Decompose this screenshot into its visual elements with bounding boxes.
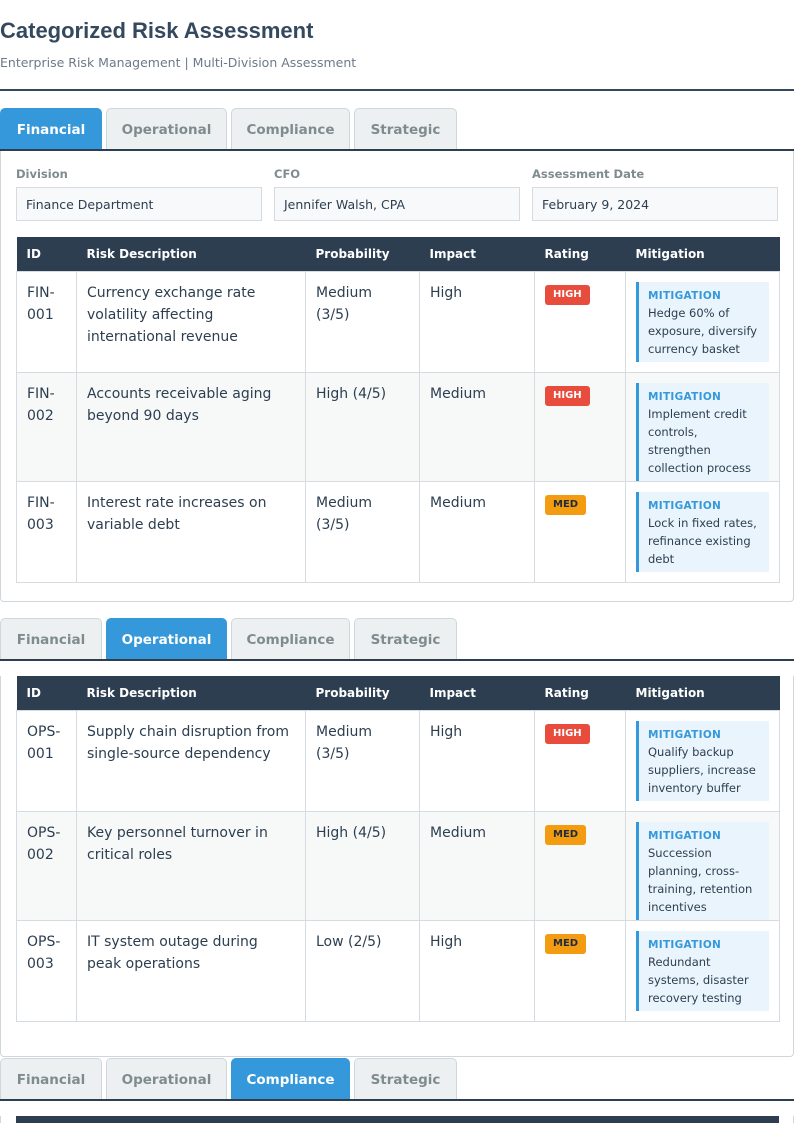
mitigation-box xyxy=(636,282,769,362)
risk-id: FIN-002 xyxy=(17,372,77,481)
division-value[interactable]: Finance Department xyxy=(16,187,262,221)
column-header-probability: Probability xyxy=(306,676,420,710)
tab-bar xyxy=(0,618,794,661)
page-subtitle: Enterprise Risk Management | Multi-Division Assessment xyxy=(0,55,357,70)
risk-probability: Low (2/5) xyxy=(306,920,420,1021)
risk-rating-cell xyxy=(535,811,626,920)
risk-id: OPS-002 xyxy=(17,811,77,920)
column-header-description: Risk Description xyxy=(77,676,306,710)
risk-id: OPS-003 xyxy=(17,920,77,1021)
assessment-date-value[interactable]: February 9, 2024 xyxy=(532,187,778,221)
risk-impact: High xyxy=(420,710,535,811)
division-field xyxy=(16,167,262,221)
risk-impact: High xyxy=(420,920,535,1021)
rating-badge: MED xyxy=(545,934,586,954)
risk-id: FIN-003 xyxy=(17,481,77,582)
risk-probability: Medium (3/5) xyxy=(306,271,420,372)
tab-strategic[interactable]: Strategic xyxy=(354,1058,457,1100)
risk-description: Key personnel turnover in critical roles xyxy=(77,811,306,920)
tab-strategic[interactable]: Strategic xyxy=(354,618,457,660)
mitigation-cell xyxy=(626,811,780,920)
rating-badge: HIGH xyxy=(545,386,590,406)
mitigation-heading: MITIGATION xyxy=(648,829,722,842)
column-header-mitigation: Mitigation xyxy=(626,237,780,271)
compliance-section xyxy=(0,1058,794,1123)
risk-impact: Medium xyxy=(420,481,535,582)
table-row xyxy=(17,811,780,920)
mitigation-cell xyxy=(626,920,780,1021)
table-row xyxy=(17,920,780,1021)
tab-compliance[interactable]: Compliance xyxy=(231,618,350,660)
mitigation-box xyxy=(636,931,769,1011)
mitigation-heading: MITIGATION xyxy=(648,499,722,512)
tab-financial[interactable]: Financial xyxy=(0,618,102,660)
tab-compliance[interactable]: Compliance xyxy=(231,1058,350,1100)
risk-description: Supply chain disruption from single-source dependency xyxy=(77,710,306,811)
cfo-value[interactable]: Jennifer Walsh, CPA xyxy=(274,187,520,221)
mitigation-heading: MITIGATION xyxy=(648,728,722,741)
tab-compliance[interactable]: Compliance xyxy=(231,108,350,150)
mitigation-box xyxy=(636,721,769,801)
header-divider xyxy=(0,89,794,91)
financial-panel xyxy=(0,151,794,602)
mitigation-heading: MITIGATION xyxy=(648,289,722,302)
mitigation-box xyxy=(636,492,769,572)
column-header-impact: Impact xyxy=(420,676,535,710)
mitigation-text: Implement credit controls, strengthen collection process xyxy=(648,406,752,475)
tab-bar-divider xyxy=(0,1099,794,1101)
mitigation-heading: MITIGATION xyxy=(648,390,722,403)
tab-bar-divider xyxy=(0,659,794,661)
table-row xyxy=(17,710,780,811)
tab-operational[interactable]: Operational xyxy=(106,108,227,150)
cfo-field xyxy=(274,167,520,221)
assessment-date-label: Assessment Date xyxy=(532,167,645,181)
risk-rating-cell xyxy=(535,481,626,582)
column-header-id: ID xyxy=(17,676,77,710)
column-header-description: Risk Description xyxy=(77,237,306,271)
financial-section xyxy=(0,108,794,602)
table-header-row xyxy=(17,676,780,710)
rating-badge: MED xyxy=(545,825,586,845)
mitigation-box xyxy=(636,822,769,920)
mitigation-text: Succession planning, cross-training, retention incentives xyxy=(648,845,753,914)
column-header-rating: Rating xyxy=(535,237,626,271)
cfo-label: CFO xyxy=(274,167,301,181)
tab-operational[interactable]: Operational xyxy=(106,1058,227,1100)
risk-id: FIN-001 xyxy=(17,271,77,372)
mitigation-cell xyxy=(626,372,780,481)
financial-risk-table xyxy=(16,237,780,583)
risk-impact: High xyxy=(420,271,535,372)
risk-probability: Medium (3/5) xyxy=(306,481,420,582)
table-row xyxy=(17,372,780,481)
tab-bar xyxy=(0,108,794,151)
operational-panel xyxy=(0,676,794,1057)
mitigation-cell xyxy=(626,481,780,582)
column-header-probability: Probability xyxy=(306,237,420,271)
compliance-panel xyxy=(0,1116,794,1123)
risk-description: Accounts receivable aging beyond 90 days xyxy=(77,372,306,481)
table-row xyxy=(17,271,780,372)
risk-probability: High (4/5) xyxy=(306,372,420,481)
tab-financial[interactable]: Financial xyxy=(0,1058,102,1100)
column-header-rating: Rating xyxy=(535,676,626,710)
risk-probability: Medium (3/5) xyxy=(306,710,420,811)
risk-description: Currency exchange rate volatility affecting international revenue xyxy=(77,271,306,372)
column-header-impact: Impact xyxy=(420,237,535,271)
assessment-date-field xyxy=(532,167,778,221)
mitigation-text: Redundant systems, disaster recovery testing xyxy=(648,954,749,1005)
page-title: Categorized Risk Assessment xyxy=(0,18,314,43)
risk-rating-cell xyxy=(535,920,626,1021)
risk-rating-cell xyxy=(535,710,626,811)
risk-rating-cell xyxy=(535,271,626,372)
table-row xyxy=(17,481,780,582)
mitigation-text: Qualify backup suppliers, increase inventory buffer xyxy=(648,744,756,795)
table-header-row xyxy=(16,1116,779,1123)
mitigation-cell xyxy=(626,271,780,372)
mitigation-box xyxy=(636,383,769,481)
risk-rating-cell xyxy=(535,372,626,481)
division-fields xyxy=(16,151,778,221)
column-header-mitigation: Mitigation xyxy=(626,676,780,710)
tab-strategic[interactable]: Strategic xyxy=(354,108,457,150)
risk-id: OPS-001 xyxy=(17,710,77,811)
operational-risk-table xyxy=(16,676,780,1022)
tab-operational[interactable]: Operational xyxy=(106,618,227,660)
risk-impact: Medium xyxy=(420,372,535,481)
risk-probability: High (4/5) xyxy=(306,811,420,920)
mitigation-cell xyxy=(626,710,780,811)
column-header-id: ID xyxy=(17,237,77,271)
mitigation-text: Lock in fixed rates, refinance existing debt xyxy=(648,515,757,566)
mitigation-text: Hedge 60% of exposure, diversify currency basket xyxy=(648,305,758,356)
risk-description: IT system outage during peak operations xyxy=(77,920,306,1021)
rating-badge: HIGH xyxy=(545,285,590,305)
tab-financial[interactable]: Financial xyxy=(0,108,102,150)
mitigation-heading: MITIGATION xyxy=(648,938,722,951)
rating-badge: HIGH xyxy=(545,724,590,744)
operational-section xyxy=(0,618,794,1057)
risk-description: Interest rate increases on variable debt xyxy=(77,481,306,582)
division-label: Division xyxy=(16,167,68,181)
tab-bar xyxy=(0,1058,794,1101)
rating-badge: MED xyxy=(545,495,586,515)
table-header-row xyxy=(17,237,780,271)
risk-impact: Medium xyxy=(420,811,535,920)
